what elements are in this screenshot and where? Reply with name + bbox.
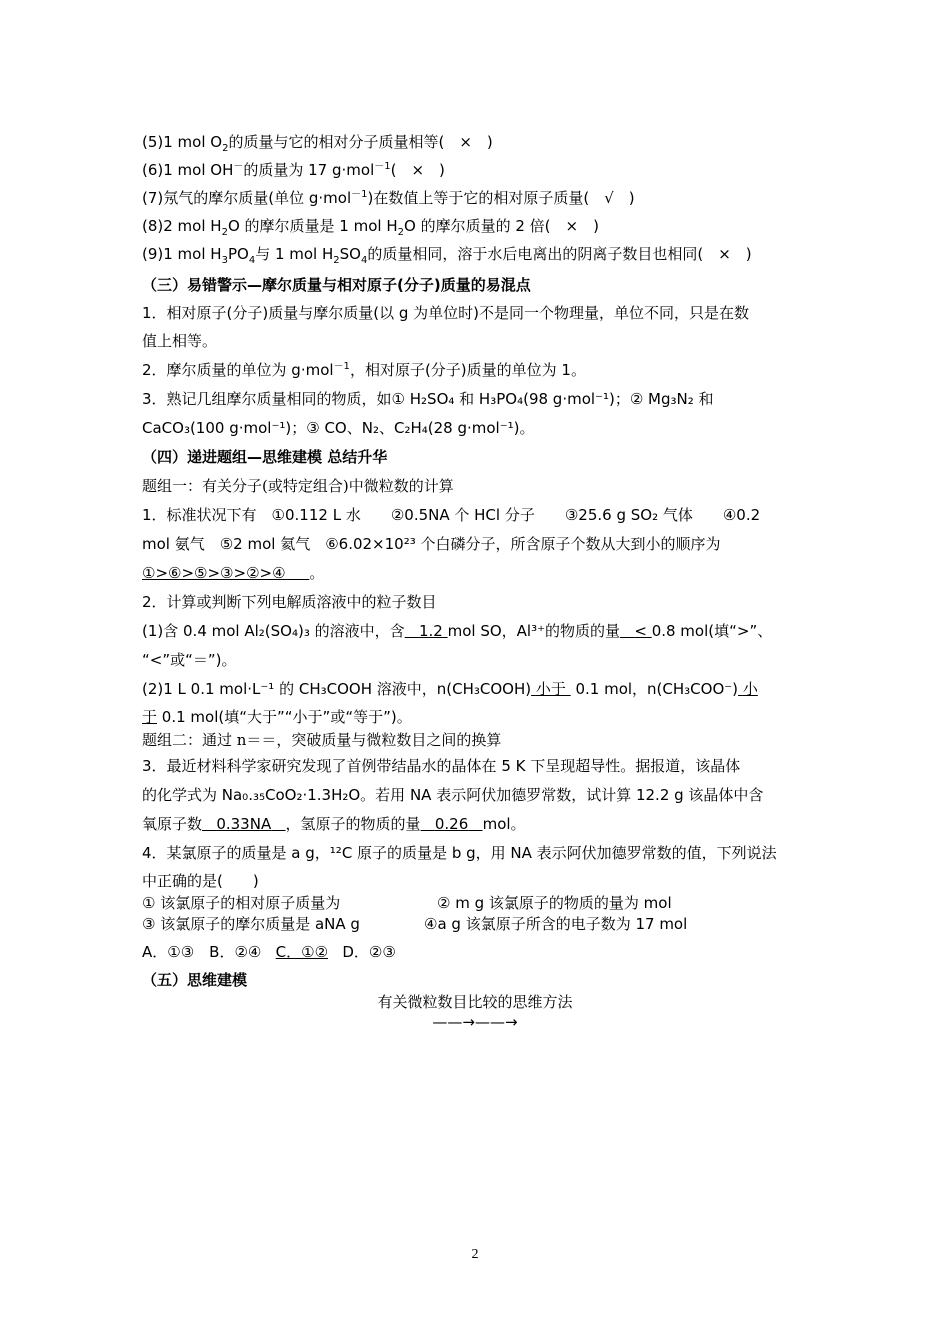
option-3: ③ 该氯原子的摩尔质量是 aNA g [142, 915, 360, 933]
option-2: ② m g 该氯原子的物质的量为 mol [437, 894, 672, 912]
option-1: ① 该氯原子的相对原子质量为 [142, 894, 341, 912]
group-2-title: 题组二：通过 n＝＝，突破质量与微粒数目之间的换算 [142, 731, 502, 749]
section-3-point-3b: CaCO₃(100 g·mol⁻¹)；③ CO、N₂、C₂H₄(28 g·mol⁻¹)。 [142, 419, 535, 437]
judgment-9: (9)1 mol $H_3PO_4$与 1 mol $H_2SO_4$的质量相同，溶于水后电离出的阴离子数目也相同( × ) [142, 245, 752, 266]
section-3-point-1a: 1．相对原子(分子)质量与摩尔质量(以 g 为单位时)不是同一个物理量，单位不同，只是在数 [142, 304, 750, 322]
question-4a: 4．某氯原子的质量是 a g，¹²C 原子的质量是 b g，用 NA 表示阿伏加德罗常数的值，下列说法 [142, 844, 777, 862]
judgment-7: (7)氖气的摩尔质量(单位 g·mol$^{-1}$)在数值上等于它的相对原子质量( √ ) [142, 189, 635, 207]
section-3-heading: （三）易错警示—摩尔质量与相对原子(分子)质量的易混点 [142, 276, 531, 294]
question-2-2b: 于 0.1 mol(填“大于”“小于”或“等于”)。 [142, 708, 412, 726]
question-3b: 的化学式为 Na₀.₃₅CoO₂·1.3H₂O。若用 NA 表示阿伏加德罗常数，试计算 12.2 g 该晶体中含 [142, 786, 764, 804]
correct-choice: C．①② [275, 943, 329, 961]
question-2-1a: (1)含 0.4 mol Al₂(SO₄)₃ 的溶液中，含 1.2 mol SO，Al³⁺的物质的量 < 0.8 mol(填“>”、 [142, 622, 773, 640]
judgment-8: (8)2 mol $H_2O$ 的摩尔质量是 1 mol $H_2O$ 的摩尔质量的 2 倍( × ) [142, 217, 599, 238]
answer-order: ①>⑥>⑤>③>②>④ [142, 564, 286, 582]
question-4b: 中正确的是( ) [142, 872, 259, 890]
judgment-5: (5)1 mol $O_2$的质量与它的相对分子质量相等( × ) [142, 133, 493, 154]
flow-arrows: ——→——→ [432, 1013, 518, 1031]
section-3-point-2: 2．摩尔质量的单位为 g·mol$^{-1}$，相对原子(分子)质量的单位为 1。 [142, 361, 586, 379]
section-5-heading: （五）思维建模 [142, 971, 248, 989]
question-2: 2．计算或判断下列电解质溶液中的粒子数目 [142, 593, 437, 611]
section-3-point-3a: 3．熟记几组摩尔质量相同的物质，如① H₂SO₄ 和 H₃PO₄(98 g·mol⁻¹)；② Mg₃N₂ 和 [142, 390, 714, 408]
question-2-1b: “<”或“＝”)。 [142, 651, 237, 669]
question-2-2a: (2)1 L 0.1 mol·L⁻¹ 的 CH₃COOH 溶液中，n(CH₃COOH) 小于 0.1 mol，n(CH₃COO⁻) 小 [142, 680, 758, 698]
question-1a: 1．标准状况下有 ①0.112 L 水 ②0.5NA 个 HCl 分子 ③25.6 g SO₂ 气体 ④0.2 [142, 506, 761, 524]
option-4: ④a g 该氯原子所含的电子数为 17 mol [424, 915, 688, 933]
question-1-answer: ①>⑥>⑤>③>②>④ 。 [142, 564, 325, 582]
group-1-title: 题组一：有关分子(或特定组合)中微粒数的计算 [142, 477, 454, 495]
question-3c: 氧原子数 0.33NA ，氢原子的物质的量 0.26 mol。 [142, 815, 526, 833]
page-number: 2 [471, 1247, 479, 1262]
question-1b: mol 氨气 ⑤2 mol 氦气 ⑥6.02×10²³ 个白磷分子，所含原子个数从大到小的顺序为 [142, 535, 721, 553]
thinking-method-title: 有关微粒数目比较的思维方法 [377, 993, 573, 1011]
judgment-6: (6)1 mol OH－的质量为 17 g·mol$^{-1}$( × ) [142, 161, 445, 179]
choices: A．①③ B．②④ C．①② D．②③ [142, 943, 396, 961]
section-4-heading: （四）递进题组—思维建模 总结升华 [142, 448, 388, 466]
section-3-point-1b: 值上相等。 [142, 332, 218, 350]
question-3a: 3．最近材料科学家研究发现了首例带结晶水的晶体在 5 K 下呈现超导性。据报道，该晶体 [142, 757, 741, 775]
